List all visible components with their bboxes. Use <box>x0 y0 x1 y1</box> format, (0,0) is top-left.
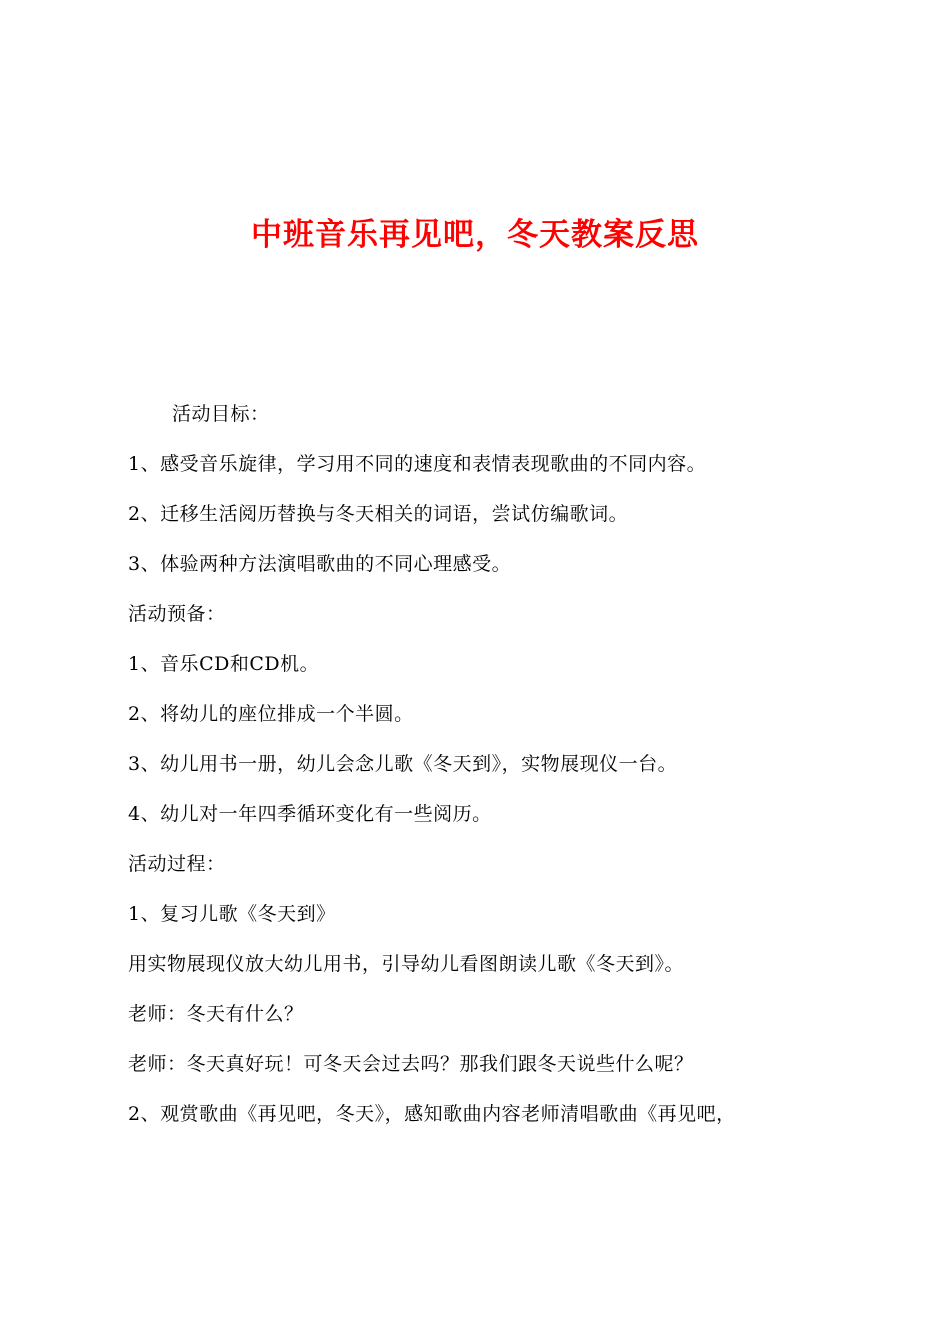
document-title: 中班音乐再见吧，冬天教案反思 <box>251 217 699 253</box>
paragraph: 1、感受音乐旋律，学习用不同的速度和表情表现歌曲的不同内容。 <box>128 453 707 475</box>
paragraph: 3、幼儿用书一册，幼儿会念儿歌《冬天到》，实物展现仪一台。 <box>128 753 678 775</box>
paragraph: 用实物展现仪放大幼儿用书，引导幼儿看图朗读儿歌《冬天到》。 <box>128 953 685 975</box>
paragraph: 2、观赏歌曲《再见吧，冬天》，感知歌曲内容老师清唱歌曲《再见吧， <box>128 1103 736 1125</box>
section-heading-preparation: 活动预备： <box>128 603 226 625</box>
document-body <box>128 394 828 1144</box>
paragraph: 2、将幼儿的座位排成一个半圆。 <box>128 703 414 725</box>
paragraph: 老师：冬天真好玩！可冬天会过去吗？那我们跟冬天说些什么呢？ <box>128 1053 694 1075</box>
paragraph: 老师：冬天有什么？ <box>128 1003 304 1025</box>
section-heading-process: 活动过程： <box>128 853 226 875</box>
paragraph: 2、迁移生活阅历替换与冬天相关的词语，尝试仿编歌词。 <box>128 503 629 525</box>
paragraph: 1、音乐CD和CD机。 <box>128 653 320 675</box>
paragraph: 4、幼儿对一年四季循环变化有一些阅历。 <box>128 803 492 825</box>
paragraph: 3、体验两种方法演唱歌曲的不同心理感受。 <box>128 553 512 575</box>
paragraph: 1、复习儿歌《冬天到》 <box>128 903 336 925</box>
section-heading-goals: 活动目标： <box>172 403 270 425</box>
